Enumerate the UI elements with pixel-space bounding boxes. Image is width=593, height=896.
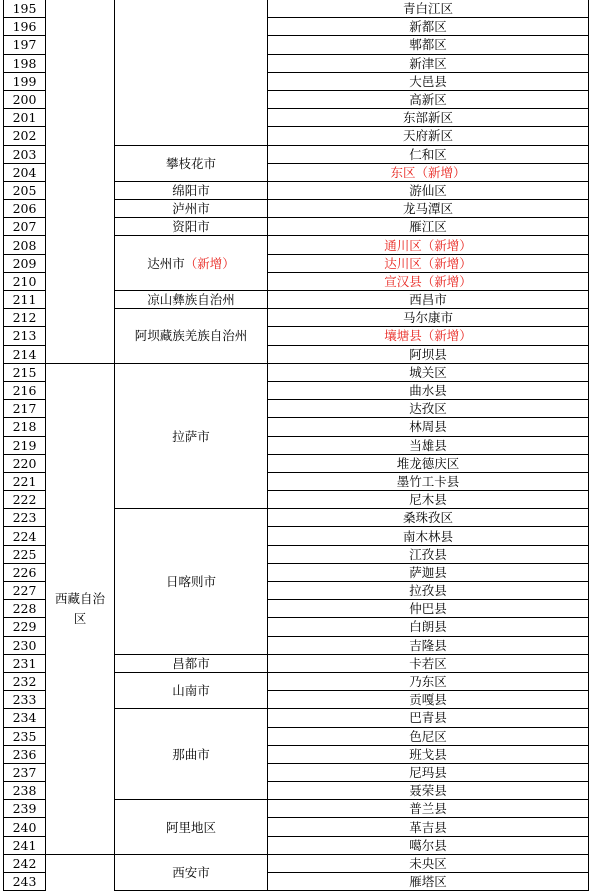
district-cell: 东区（新增）: [268, 163, 589, 181]
row-number: 233: [4, 691, 46, 709]
district-cell: 墨竹工卡县: [268, 472, 589, 490]
row-number: 203: [4, 145, 46, 163]
row-number: 239: [4, 800, 46, 818]
city-name: 资阳市: [172, 219, 210, 235]
district-cell: 新津区: [268, 54, 589, 72]
city-name: 山南市: [172, 683, 210, 699]
row-number: 200: [4, 90, 46, 108]
district-cell: 革吉县: [268, 818, 589, 836]
row-number: 231: [4, 654, 46, 672]
row-number: 205: [4, 181, 46, 199]
district-cell: 卡若区: [268, 654, 589, 672]
row-number: 204: [4, 163, 46, 181]
district-cell: 通川区（新增）: [268, 236, 589, 254]
row-number: 234: [4, 709, 46, 727]
row-number: 229: [4, 618, 46, 636]
row-number: 218: [4, 418, 46, 436]
row-number: 230: [4, 636, 46, 654]
row-number: 222: [4, 491, 46, 509]
city-cell: [115, 200, 268, 218]
row-number: 208: [4, 236, 46, 254]
district-cell: 仲巴县: [268, 600, 589, 618]
city-cell: [115, 309, 268, 364]
city-name: 拉萨市: [172, 428, 210, 444]
row-number: 199: [4, 72, 46, 90]
city-cell: [115, 709, 268, 800]
district-cell: 天府新区: [268, 127, 589, 145]
city-name: 那曲市: [172, 746, 210, 762]
city-name: 攀枝花市: [165, 155, 216, 171]
district-cell: 噶尔县: [268, 836, 589, 854]
row-number: 202: [4, 127, 46, 145]
city-cell: [115, 800, 268, 855]
city-cell: [115, 291, 268, 309]
city-cell: [115, 672, 268, 708]
district-cell: 高新区: [268, 90, 589, 108]
district-cell: 达川区（新增）: [268, 254, 589, 272]
row-number: 212: [4, 309, 46, 327]
district-cell: 吉隆县: [268, 636, 589, 654]
district-cell: 南木林县: [268, 527, 589, 545]
district-cell: 普兰县: [268, 800, 589, 818]
table-body: [4, 0, 589, 891]
district-cell: 新都区: [268, 18, 589, 36]
city-name: 泸州市: [172, 201, 210, 217]
district-cell: 当雄县: [268, 436, 589, 454]
city-cell: [115, 236, 268, 291]
city-cell: [115, 654, 268, 672]
district-cell: 西昌市: [268, 291, 589, 309]
row-number: 240: [4, 818, 46, 836]
row-number: 209: [4, 254, 46, 272]
row-number: 206: [4, 200, 46, 218]
province-cell: [46, 854, 115, 890]
district-cell: 桑珠孜区: [268, 509, 589, 527]
row-number: 225: [4, 545, 46, 563]
district-cell: 游仙区: [268, 181, 589, 199]
district-cell: 大邑县: [268, 72, 589, 90]
district-cell: 贡嘎县: [268, 691, 589, 709]
row-number: 236: [4, 745, 46, 763]
district-cell: 江孜县: [268, 545, 589, 563]
district-cell: 壤塘县（新增）: [268, 327, 589, 345]
district-cell: 曲水县: [268, 381, 589, 399]
row-number: 238: [4, 782, 46, 800]
row-number: 223: [4, 509, 46, 527]
city-cell: [115, 363, 268, 509]
district-cell: 林周县: [268, 418, 589, 436]
row-number: 232: [4, 672, 46, 690]
row-number: 224: [4, 527, 46, 545]
row-number: 201: [4, 109, 46, 127]
city-cell: [115, 181, 268, 199]
city-cell: [115, 145, 268, 181]
province-name: 西藏自治区: [54, 590, 105, 626]
district-cell: 马尔康市: [268, 309, 589, 327]
district-cell: 堆龙德庆区: [268, 454, 589, 472]
district-cell: 东部新区: [268, 109, 589, 127]
row-number: 228: [4, 600, 46, 618]
row-number: 226: [4, 563, 46, 581]
city-name: 昌都市: [172, 655, 210, 671]
row-number: 216: [4, 381, 46, 399]
row-number: 219: [4, 436, 46, 454]
new-tag: （新增）: [184, 255, 235, 271]
city-name: 阿坝藏族羌族自治州: [134, 328, 248, 344]
district-cell: 城关区: [268, 363, 589, 381]
district-cell: 乃东区: [268, 672, 589, 690]
district-cell: 仁和区: [268, 145, 589, 163]
city-cell: [115, 509, 268, 655]
row-number: 213: [4, 327, 46, 345]
row-number: 227: [4, 582, 46, 600]
row-number: 196: [4, 18, 46, 36]
district-cell: 宣汉县（新增）: [268, 272, 589, 290]
province-cell: [46, 0, 115, 363]
city-name: 达州市: [147, 255, 185, 271]
district-cell: 未央区: [268, 854, 589, 872]
row-number: 241: [4, 836, 46, 854]
district-cell: 雁江区: [268, 218, 589, 236]
city-cell: [115, 218, 268, 236]
district-cell: 拉孜县: [268, 582, 589, 600]
row-number: 242: [4, 854, 46, 872]
city-name: 西安市: [172, 865, 210, 880]
district-cell: 萨迦县: [268, 563, 589, 581]
city-name: 凉山彝族自治州: [147, 292, 235, 308]
row-number: 217: [4, 400, 46, 418]
row-number: 197: [4, 36, 46, 54]
district-cell: 达孜区: [268, 400, 589, 418]
district-cell: 青白江区: [268, 0, 589, 18]
city-cell: [115, 0, 268, 145]
row-number: 243: [4, 873, 46, 891]
city-name: 阿里地区: [165, 819, 216, 835]
row-number: 195: [4, 0, 46, 18]
district-cell: 雁塔区: [268, 873, 589, 891]
district-cell: 巴青县: [268, 709, 589, 727]
table-row: [4, 0, 589, 18]
city-name: 绵阳市: [172, 182, 210, 198]
row-number: 210: [4, 272, 46, 290]
row-number: 235: [4, 727, 46, 745]
district-cell: 白朗县: [268, 618, 589, 636]
district-cell: 班戈县: [268, 745, 589, 763]
district-cell: 色尼区: [268, 727, 589, 745]
row-number: 220: [4, 454, 46, 472]
city-cell: [115, 854, 268, 890]
district-cell: 龙马潭区: [268, 200, 589, 218]
row-number: 237: [4, 763, 46, 781]
row-number: 215: [4, 363, 46, 381]
table-row: [4, 854, 589, 872]
district-cell: 聂荣县: [268, 782, 589, 800]
row-number: 214: [4, 345, 46, 363]
district-table: [3, 0, 589, 891]
district-cell: 郫都区: [268, 36, 589, 54]
row-number: 198: [4, 54, 46, 72]
city-name: 日喀则市: [165, 574, 216, 589]
district-cell: 尼玛县: [268, 763, 589, 781]
province-cell: [46, 363, 115, 854]
district-cell: 尼木县: [268, 491, 589, 509]
row-number: 221: [4, 472, 46, 490]
district-cell: 阿坝县: [268, 345, 589, 363]
row-number: 207: [4, 218, 46, 236]
table-row: [4, 363, 589, 381]
row-number: 211: [4, 291, 46, 309]
